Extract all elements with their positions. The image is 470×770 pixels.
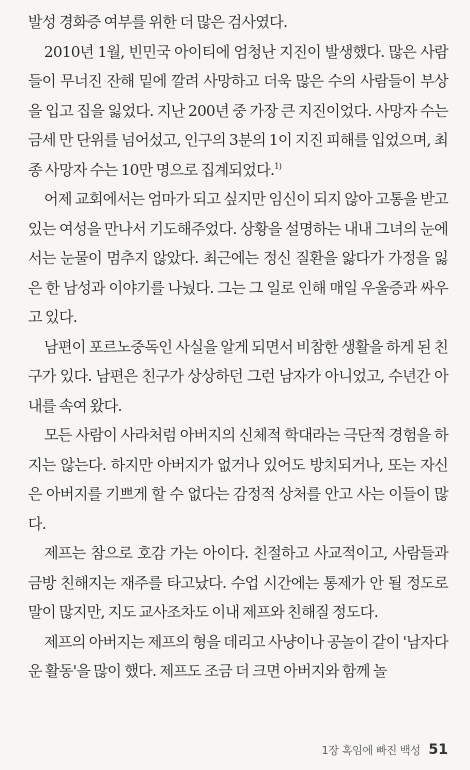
paragraph-5-text: 모든 사람이 사라처럼 아버지의 신체적 학대라는 극단적 경험을 하지는 않는다. 하지만 아버지가 없거나 있어도 방치되거나, 또는 자신은 아버지를 기쁘게 할 수 없다는 감정적 상처를 안고 사는 이들이 많다. bbox=[28, 426, 448, 533]
paragraph-3 bbox=[28, 185, 448, 333]
page-number: 51 bbox=[428, 742, 448, 758]
page-footer bbox=[322, 742, 448, 758]
paragraph-1-text: 발성 경화증 여부를 위한 더 많은 검사였다. bbox=[28, 13, 288, 31]
chapter-title: 1장 혹임에 빠진 백성 bbox=[321, 744, 421, 757]
paragraph-6 bbox=[28, 539, 448, 628]
paragraph-5 bbox=[28, 421, 448, 539]
paragraph-7 bbox=[28, 628, 448, 687]
paragraph-4 bbox=[28, 333, 448, 422]
paragraph-2 bbox=[28, 38, 448, 186]
paragraph-1 bbox=[28, 8, 448, 38]
paragraph-7-text: 제프의 아버지는 제프의 형을 데리고 사냥이나 공놀이 같이 '남자다운 활동'을 많이 했다. 제프도 조금 더 크면 아버지와 함께 놀 bbox=[28, 632, 448, 680]
paragraph-3-text: 어제 교회에서는 엄마가 되고 싶지만 임신이 되지 않아 고통을 받고 있는 여성을 만나서 기도해주었다. 상황을 설명하는 내내 그녀의 눈에서는 눈물이 멈추지 않았다. 최근에는 정신 질환을 앓다가 가정을 잃은 한 남성과 이야기를 나눴다. 그는 그 일로 인해 매일 우울증과 싸우고 있다. bbox=[28, 190, 448, 326]
page-body bbox=[28, 8, 448, 687]
paragraph-4-text: 남편이 포르노중독인 사실을 알게 되면서 비참한 생활을 하게 된 친구가 있다. 남편은 친구가 상상하던 그런 남자가 아니었고, 수년간 아내를 속여 왔다. bbox=[28, 337, 448, 415]
footnote-marker[interactable]: 1) bbox=[274, 161, 282, 171]
paragraph-2-text: 2010년 1월, 빈민국 아이티에 엄청난 지진이 발생했다. 많은 사람들이 무너진 잔해 밑에 깔려 사망하고 더욱 많은 수의 사람들이 부상을 입고 집을 잃었다. 지난 200년 중 가장 큰 지진이었다. 사망자 수는 금세 만 단위를 넘어섰고, 인구의 3분의 1이 지진 피해를 입었으며, 최종 사망자 수는 10만 명으로 집계되었다. bbox=[28, 42, 448, 179]
paragraph-6-text: 제프는 참으로 호감 가는 아이다. 친절하고 사교적이고, 사람들과 금방 친해지는 재주를 타고났다. 수업 시간에는 통제가 안 될 정도로 말이 많지만, 지도 교사조차도 이내 제프와 친해질 정도다. bbox=[28, 544, 448, 621]
